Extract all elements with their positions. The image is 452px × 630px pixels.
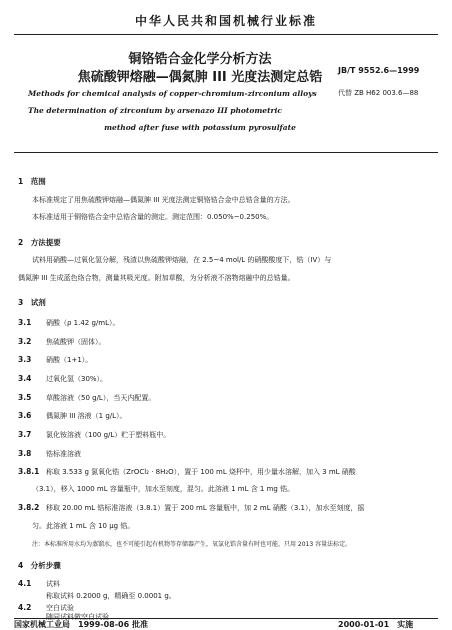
reagent-number: 3.8: [18, 449, 32, 458]
section2-para1: 试料用硝酸—过氧化氢分解，残渣以焦硫酸钾熔融，在 2.5~4 mol/L 的硝酸酸度下，锆（IV）与: [32, 256, 332, 264]
standard-number: JB/T 9552.6—1999: [338, 66, 420, 75]
reagent-number: 3.4: [18, 374, 32, 383]
doc-title-line1: 铜铬锆合金化学分析方法: [128, 52, 272, 67]
clause-text: （3.1），移入 1000 mL 容量瓶中，加水至刻度，混匀。此溶液 1 mL 含 1 mg 锆。: [32, 485, 295, 493]
section2-para2: 偶氮胂 III 生成蓝色络合物，测量其吸光度。附加草酸，为分析液不溶物熔融中的总锆量。: [18, 274, 295, 282]
approval-date: 国家机械工业局 1999-08-06 批准: [14, 620, 148, 629]
reagent-text: 焦硫酸钾（固体）。: [46, 338, 106, 346]
implementation-date: 2000-01-01 实施: [338, 620, 414, 629]
reagent-number: 3.7: [18, 430, 32, 439]
reagent-text: 过氧化氢（30%）。: [46, 375, 108, 383]
reagent-number: 3.3: [18, 355, 32, 364]
clause-text: 移取 20.00 mL 锆标准溶液（3.8.1）置于 200 mL 容量瓶中，加 2 mL 硝酸（3.1），加水至刻度，摇: [46, 504, 365, 512]
clause-text: 称取 3.533 g 氯氧化锆（ZrOCl₂ · 8H₂O），置于 100 mL 烧杯中，用少量水溶解，加入 3 mL 硝酸: [46, 468, 356, 476]
reagent-number: 3.1: [18, 318, 32, 327]
doc-title-line2: 焦硫酸钾熔融—偶氮胂 III 光度法测定总锆: [77, 70, 323, 85]
section4-heading: 4 分析步骤: [18, 561, 61, 570]
title-rule: [14, 152, 438, 153]
clause-number: 4.2: [18, 603, 32, 612]
standard-header: 中华人民共和国机械行业标准: [134, 14, 317, 28]
english-title-line2: The determination of zirconium by arsenazo III photometric: [28, 106, 282, 115]
reagent-number: 3.2: [18, 337, 32, 346]
reagent-note: 注：本标准所用水均为蒸馏水，也不可能引起有机物等存储器产生，氧氯化锆含量有时也可能，只用 2013 容量法标定。: [32, 541, 352, 548]
replaces-note: 代替 ZB H62 003.6—88: [338, 89, 419, 97]
reagent-text: 锆标准溶液: [46, 450, 81, 458]
section3-heading: 3 试剂: [18, 298, 46, 307]
header-rule: [14, 34, 438, 35]
clause-title: 试料: [46, 580, 60, 588]
section1-heading: 1 范围: [18, 177, 46, 186]
section1-para1: 本标准规定了用焦硫酸钾熔融—偶氮胂 III 光度法测定铜铬锆合金中总锆含量的方法。: [32, 196, 295, 204]
reagent-text: 硝酸（ρ 1.42 g/mL）。: [46, 319, 120, 327]
clause-number: 3.8.1: [18, 467, 40, 476]
reagent-text: 草酸溶液（50 g/L），当天内配置。: [46, 394, 156, 402]
reagent-text: 偶氮胂 III 溶液（1 g/L）。: [46, 412, 127, 420]
english-title-line1: Methods for chemical analysis of copper-chromium-zirconium alloys: [28, 89, 317, 98]
reagent-number: 3.5: [18, 393, 32, 402]
clause-text: 匀。此溶液 1 mL 含 10 μg 锆。: [32, 522, 135, 530]
english-title-line3: method after fuse with potassium pyrosulfate: [104, 123, 296, 132]
reagent-text: 硝酸（1+1）。: [46, 356, 93, 364]
clause-number: 4.1: [18, 579, 32, 588]
clause-text: 随同试料做空白试验: [46, 613, 109, 621]
section2-heading: 2 方法提要: [18, 238, 61, 247]
section1-para2: 本标准适用于铜铬锆合金中总锆含量的测定。测定范围：0.050%~0.250%。: [32, 213, 274, 221]
reagent-number: 3.6: [18, 411, 32, 420]
reagent-text: 氯化铵溶液（100 g/L）贮于塑料瓶中。: [46, 431, 171, 439]
clause-title: 空白试验: [46, 604, 74, 612]
clause-number: 3.8.2: [18, 503, 40, 512]
clause-text: 称取试料 0.2000 g，精确至 0.0001 g。: [46, 592, 176, 600]
